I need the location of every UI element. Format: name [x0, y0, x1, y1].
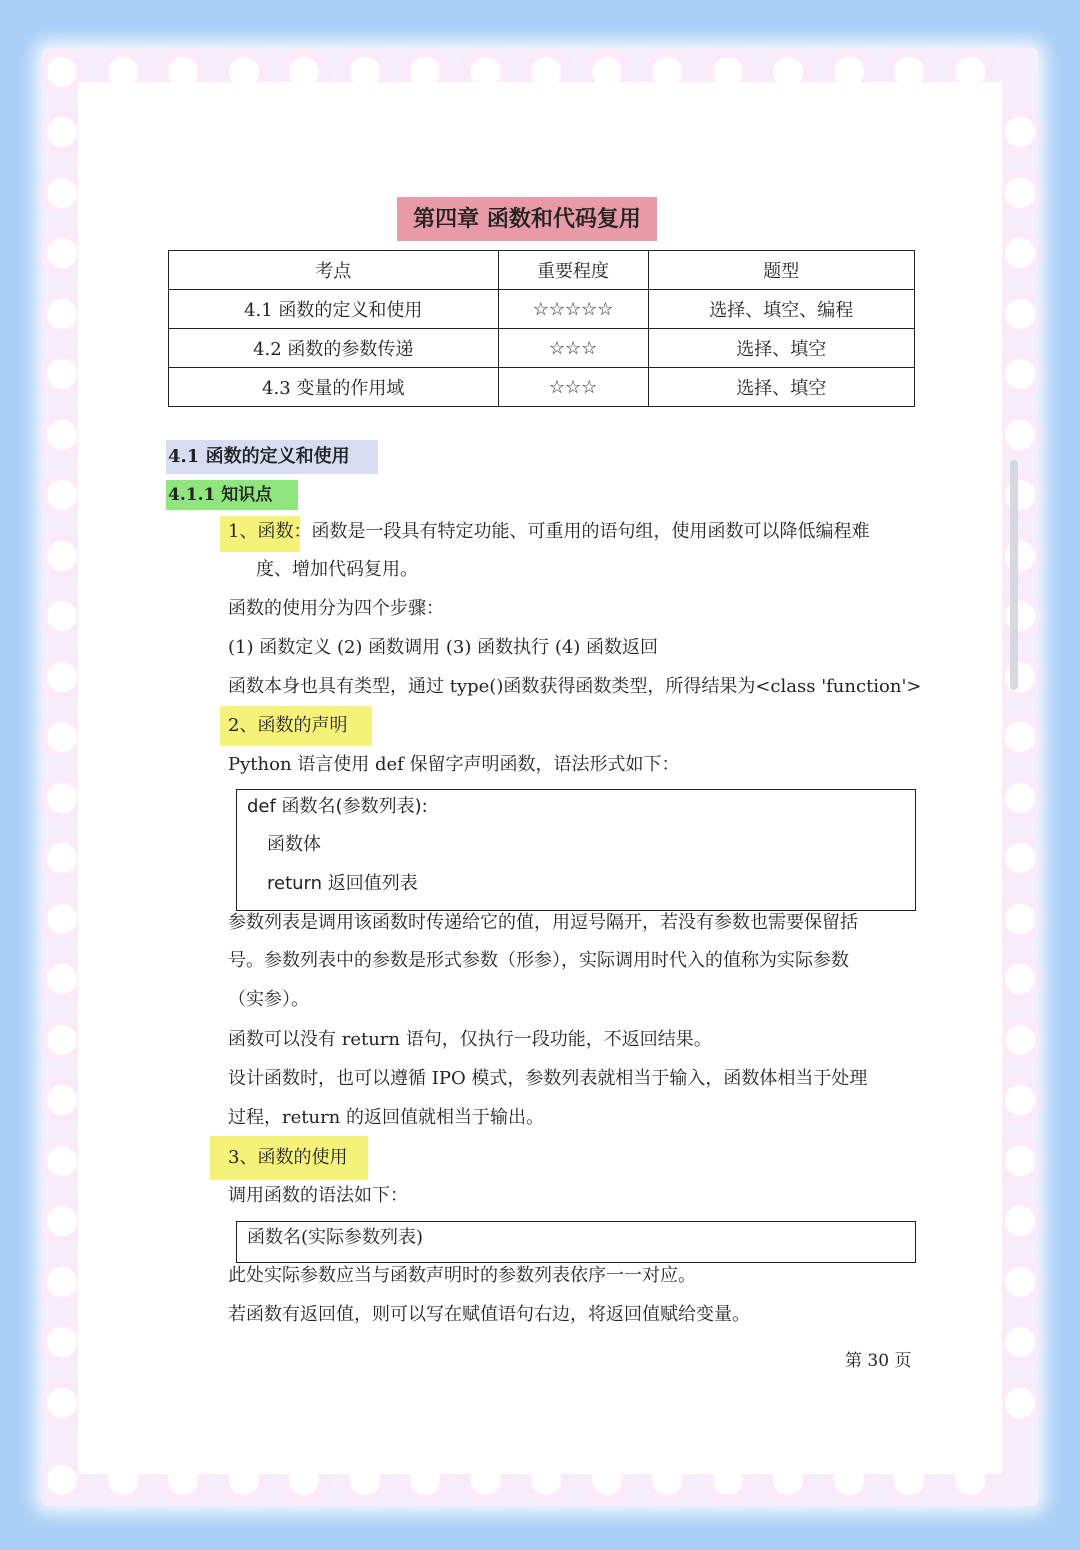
- item2-label: 2、函数的声明: [228, 715, 348, 736]
- item1-text-cont: 度、增加代码复用。: [256, 559, 418, 580]
- item1-text: ：函数是一段具有特定功能、可重用的语句组，使用函数可以降低编程难: [293, 521, 870, 542]
- table-cell: 4.1 函数的定义和使用: [169, 290, 499, 329]
- table-cell: 选择、填空: [648, 329, 914, 368]
- call-note: 此处实际参数应当与函数声明时的参数列表依序一一对应。: [228, 1265, 696, 1286]
- table-header: 考点: [169, 251, 499, 290]
- scrollbar[interactable]: [1010, 460, 1018, 690]
- call-note: 若函数有返回值，则可以写在赋值语句右边，将返回值赋给变量。: [228, 1304, 750, 1325]
- code-line: return 返回值列表: [267, 873, 418, 894]
- call-intro: 调用函数的语法如下：: [228, 1185, 408, 1206]
- ipo-text-line: 设计函数时，也可以遵循 IPO 模式，参数列表就相当于输入，函数体相当于处理: [228, 1068, 868, 1089]
- type-note: 函数本身也具有类型，通过 type()函数获得函数类型，所得结果为<class 'function'>: [228, 676, 922, 697]
- decl-intro: Python 语言使用 def 保留字声明函数，语法形式如下：: [228, 754, 680, 775]
- section-heading: 4.1 函数的定义和使用: [166, 440, 378, 474]
- subsection-heading: 4.1.1 知识点: [166, 480, 298, 510]
- table-cell: ☆☆☆☆☆: [498, 290, 648, 329]
- table-cell: ☆☆☆: [498, 329, 648, 368]
- return-note: 函数可以没有 return 语句，仅执行一段功能，不返回结果。: [228, 1029, 712, 1050]
- steps-list: (1) 函数定义 (2) 函数调用 (3) 函数执行 (4) 函数返回: [228, 637, 659, 658]
- table-row: [169, 329, 915, 368]
- chapter-title: 第四章 函数和代码复用: [397, 197, 657, 241]
- table-header: 重要程度: [498, 251, 648, 290]
- code-block-def: [236, 789, 916, 911]
- item3-label: 3、函数的使用: [228, 1147, 348, 1168]
- exam-points-table: [168, 250, 915, 407]
- table-row: [169, 290, 915, 329]
- code-line: 函数名(实际参数列表): [247, 1227, 424, 1248]
- table-cell: 4.2 函数的参数传递: [169, 329, 499, 368]
- table-row: [169, 368, 915, 407]
- param-text-line: 参数列表是调用该函数时传递给它的值，用逗号隔开，若没有参数也需要保留括: [228, 912, 858, 933]
- steps-intro: 函数的使用分为四个步骤：: [228, 598, 444, 619]
- code-line: def 函数名(参数列表):: [247, 796, 428, 817]
- table-header: 题型: [648, 251, 914, 290]
- table-cell: 4.3 变量的作用域: [169, 368, 499, 407]
- ipo-text-line: 过程，return 的返回值就相当于输出。: [228, 1107, 545, 1128]
- table-cell: ☆☆☆: [498, 368, 648, 407]
- table-cell: 选择、填空: [648, 368, 914, 407]
- page-number: 第 30 页: [845, 1351, 912, 1371]
- table-cell: 选择、填空、编程: [648, 290, 914, 329]
- code-block-call: [236, 1221, 916, 1263]
- item1-line: [228, 519, 869, 545]
- code-line: 函数体: [267, 834, 321, 855]
- table-header-row: [169, 251, 915, 290]
- item1-label: 1、函数: [228, 521, 294, 542]
- param-text-line: （实参）。: [228, 989, 309, 1010]
- param-text-line: 号。参数列表中的参数是形式参数（形参），实际调用时代入的值称为实际参数: [228, 950, 849, 971]
